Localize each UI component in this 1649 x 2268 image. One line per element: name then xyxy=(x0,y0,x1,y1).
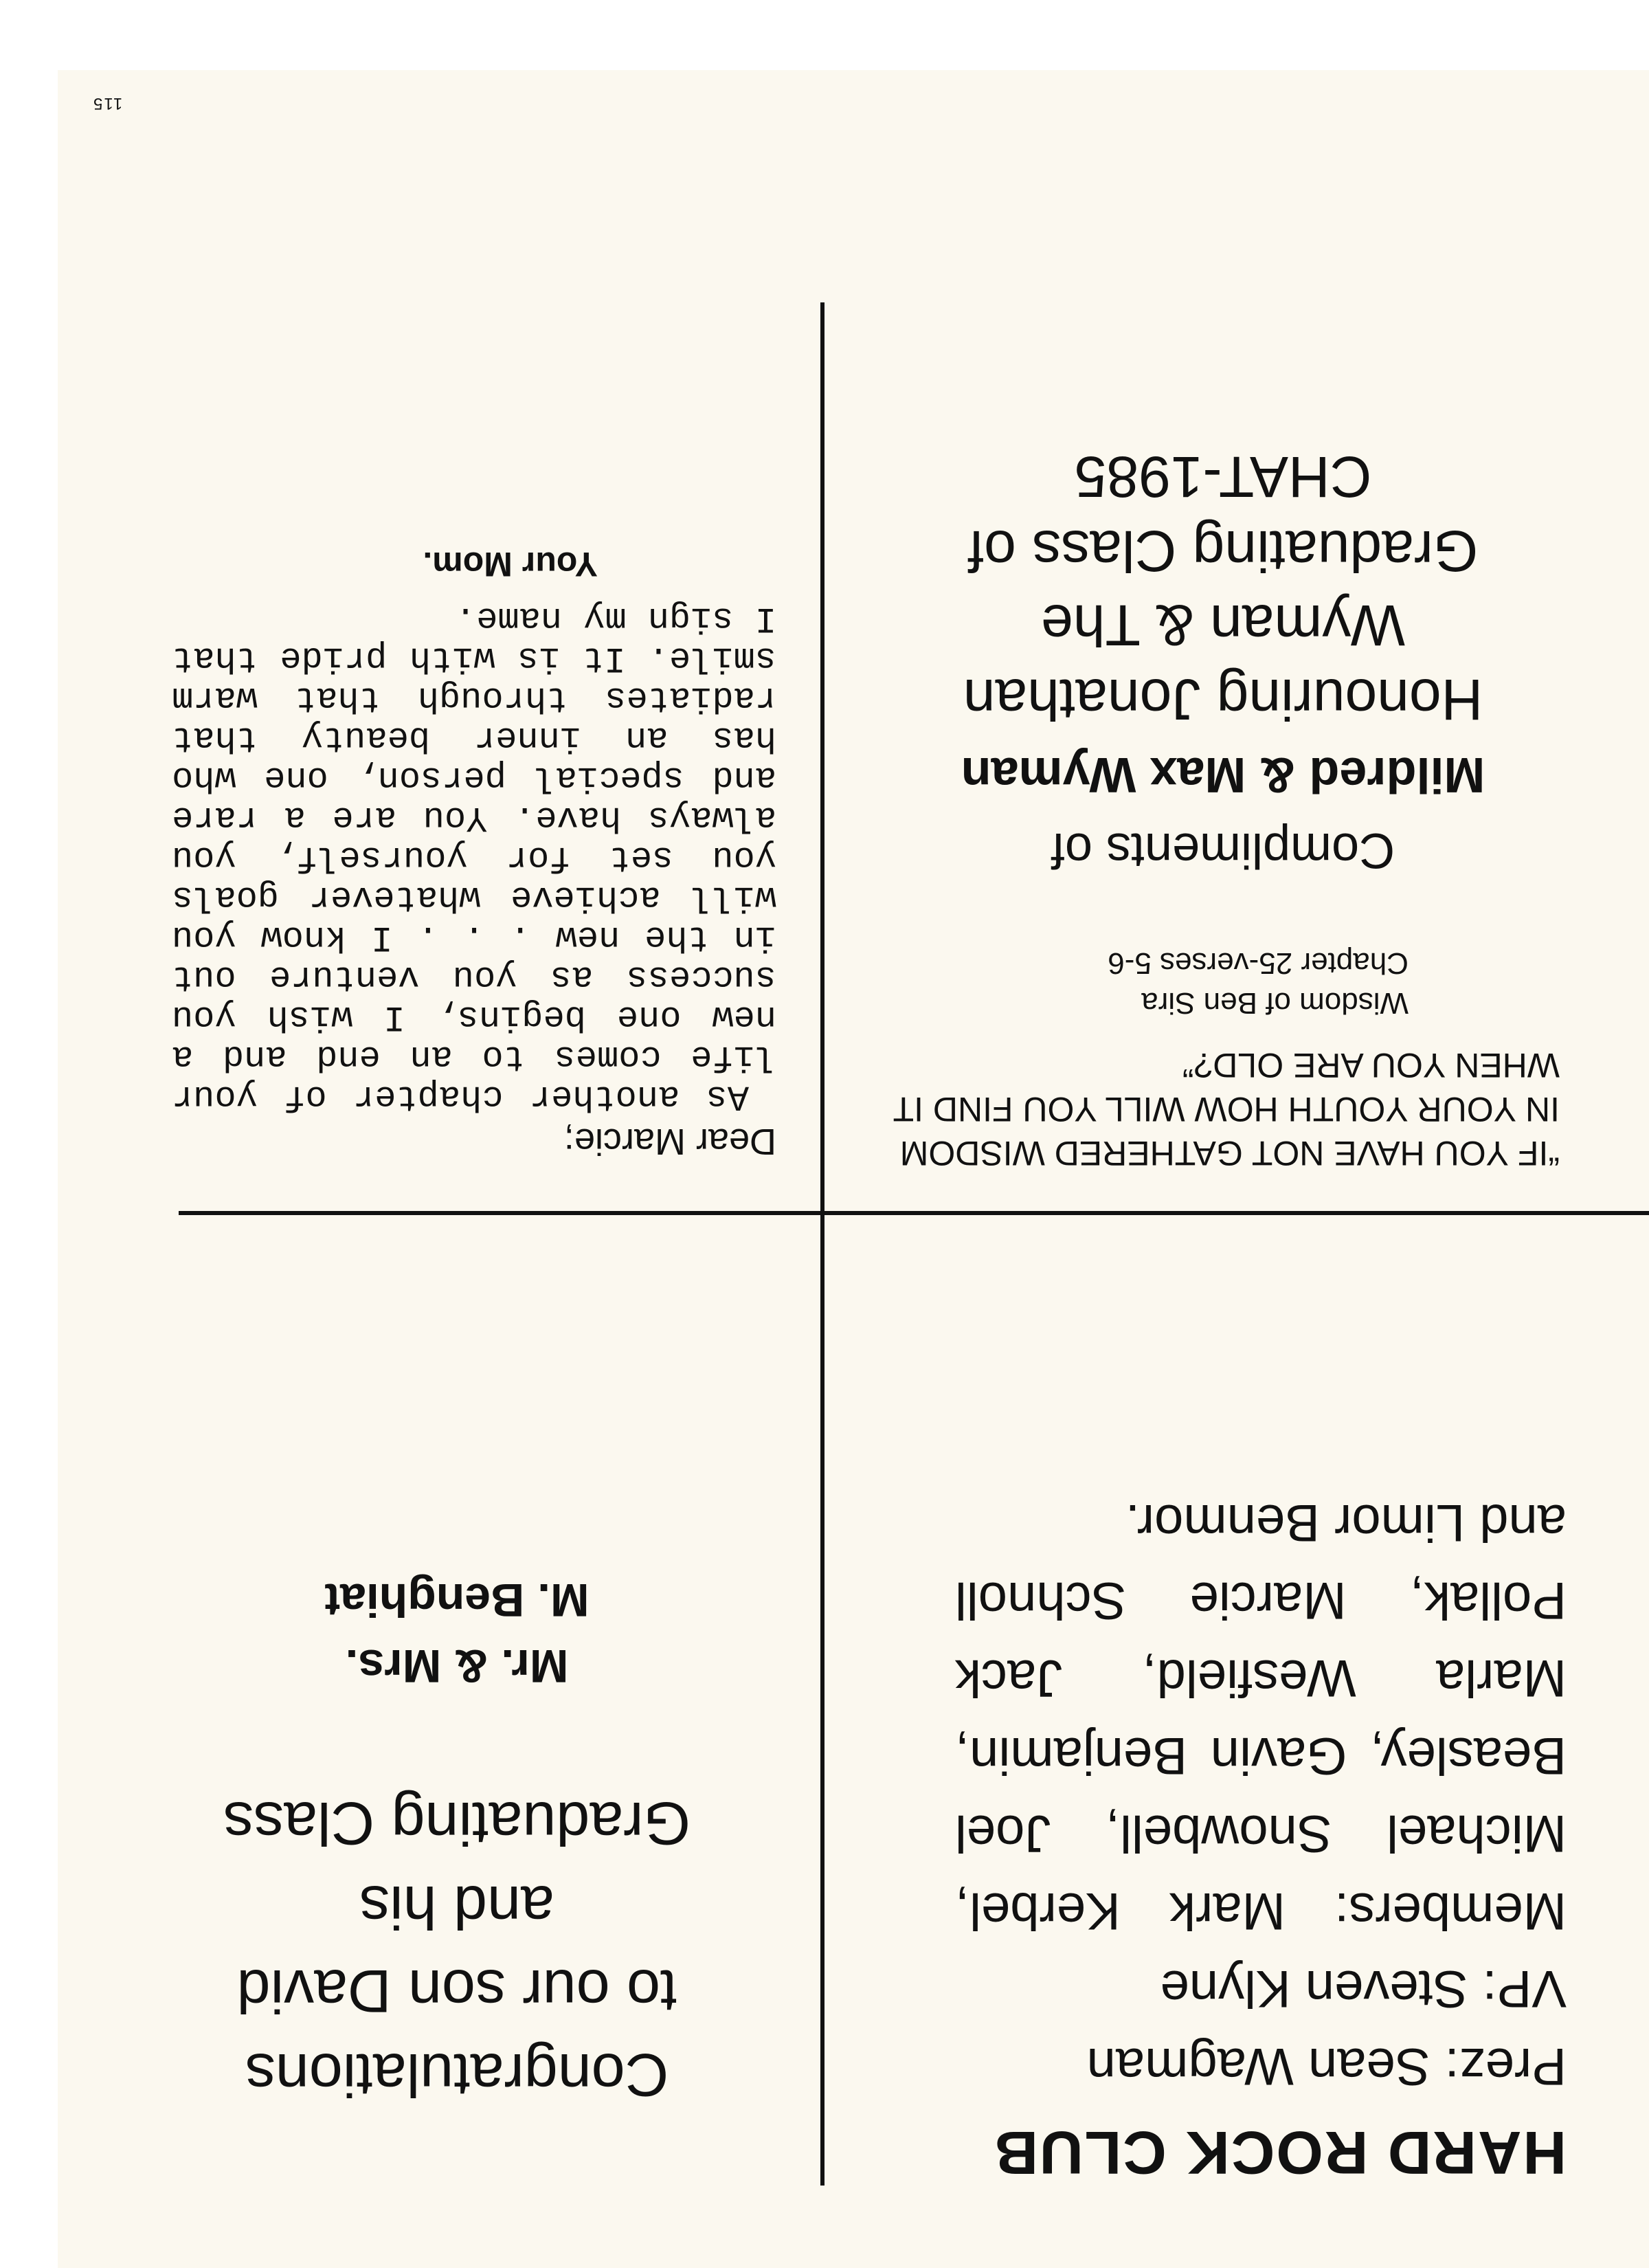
compliments-line: Compliments of xyxy=(1051,823,1395,878)
letter-body: As another chapter of your life comes to an end and a new one begins, I wish you success as you venture out in the new . . . I know you will achieve whatever goals you set for yourself, you always have. You are a rare and special person, one who has an inner beauty that radiates through that warm smile. It is with pride that I sign my name. xyxy=(172,598,776,1117)
club-title: HARD ROCK CLUB xyxy=(993,2119,1567,2187)
wisdom-quote: “IF YOU HAVE NOT GATHERED WISDOM IN YOUR YOUTH HOW WILL YOU FIND IT WHEN YOU ARE OLD?” xyxy=(893,1046,1560,1172)
quote-source xyxy=(859,943,1409,1023)
david-sponsor-line-2: M. Benghiat xyxy=(324,1574,590,1626)
letter-signature: Your Mom. xyxy=(423,545,598,583)
sponsor-names: Mildred & Max Wyman xyxy=(961,747,1485,802)
honouree-line: Wyman & The xyxy=(1041,593,1405,658)
david-line-1: Congratulations xyxy=(245,2041,669,2109)
wyman-ad xyxy=(859,440,1587,1175)
vertical-divider xyxy=(820,302,824,2186)
club-president: Prez: Sean Wagman xyxy=(1086,2037,1567,2096)
david-congratulations-ad xyxy=(131,1567,783,2117)
class-year: CHAT-1985 xyxy=(1074,445,1372,509)
ad-sheet xyxy=(58,70,1649,2268)
wyman-dedication xyxy=(859,440,1587,888)
honouring-line: Honouring Jonathan xyxy=(963,667,1483,732)
quote-source-line-1: Wisdom of Ben Sira xyxy=(1141,986,1409,1020)
letter-ad xyxy=(172,540,776,1161)
david-sponsor-line-1: Mr. & Mrs. xyxy=(345,1640,569,1692)
david-line-3: and his xyxy=(359,1874,554,1942)
hard-rock-club-ad xyxy=(873,1484,1567,2186)
club-vice-president: VP: Steven Klyne xyxy=(1160,1959,1567,2019)
letter-greeting: Dear Marcie; xyxy=(563,1121,776,1162)
page-number: 115 xyxy=(92,94,123,113)
horizontal-divider xyxy=(179,1211,1649,1215)
class-line: Graduating Class of xyxy=(967,519,1479,583)
david-line-4: Graduating Class xyxy=(223,1790,691,1858)
david-sponsor xyxy=(131,1567,783,1699)
david-line-2: to our son David xyxy=(236,1957,677,2025)
quote-source-line-2: Chapter 25-verses 5-6 xyxy=(1108,946,1409,980)
club-members: Members: Mark Kerbel, Michael Snowbell, Joel Beasley, Gavin Benjamin, Marla Wesfield, Jack Pollak, Marcie Schnoll and Limor Benmor. xyxy=(955,1493,1567,1941)
yearbook-page xyxy=(58,70,1649,2268)
